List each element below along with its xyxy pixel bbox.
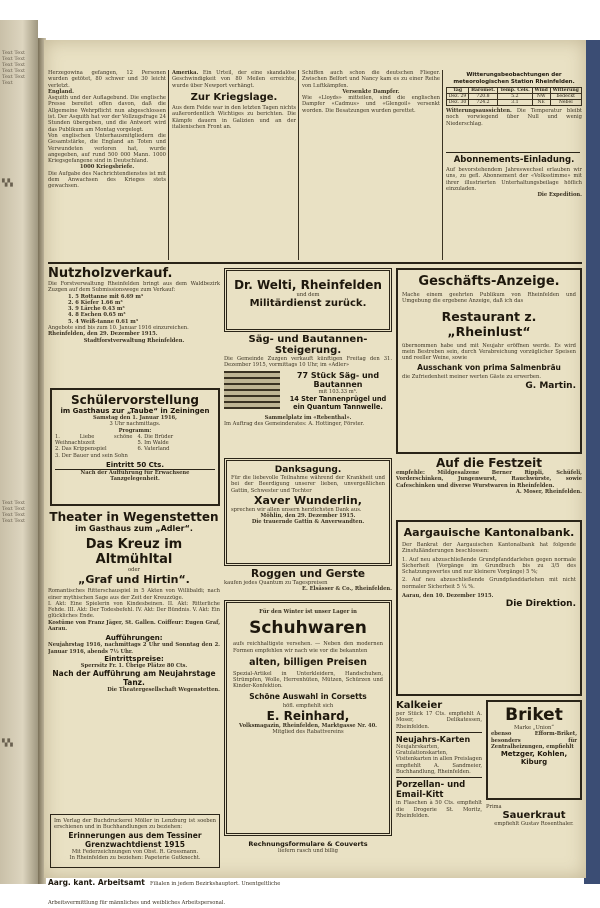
- abonnement-footer: Die Expedition.: [537, 192, 582, 199]
- abonnement-section: [446, 155, 582, 259]
- schuhwaren-ad: [224, 600, 392, 836]
- geschaeft-sign: G. Martin.: [525, 380, 576, 391]
- dank-ad: [224, 458, 392, 566]
- schuhwaren-text: höfl. empfiehlt sich: [282, 702, 334, 709]
- schueler-date: Samstag den 1. Januar 1916,: [93, 415, 177, 421]
- dank-text: Für die liebevolle Teilnahme während der Krankheit und bei der Beerdigung unserer lieben, unvergeßlichen Gattin, Schwester und Tochter: [231, 475, 385, 494]
- theater-price: Sperrsitz Fr. 1. Übrige Plätze 80 Cts.: [80, 662, 188, 669]
- forecast-heading: Witterungsaussichten.: [446, 108, 512, 115]
- saegbau-intro: Die Gemeinde Zuzgen verkauft künftigen Freitag den 31. Dezember 1915, vormittags 10 Uhr, im «Adler»: [224, 356, 392, 369]
- weather-cell: 5.2: [497, 94, 532, 100]
- schueler-program-item: 5. Im Walde: [137, 440, 169, 447]
- aargau-title: Aargauische Kantonalbank.: [403, 526, 575, 539]
- dank-sign: Die trauernde Gattin & Anverwandten.: [251, 519, 365, 526]
- saegbau-meet: Sammelplatz im «Rebenthal».: [264, 414, 352, 421]
- sauerkraut-title: Sauerkraut: [502, 810, 566, 822]
- moller-text2: Mit Federzeichnungen von Obst. R. Grossmann.: [71, 848, 199, 855]
- schueler-program-item: 4. Die Brüder: [137, 433, 174, 440]
- saegbau-sign: Im Auftrag des Gemeinderates: A. Hottinger, Förster.: [224, 420, 365, 427]
- nutzholz-lot: 5. 4 Weiß-tanne 0.61 m³: [68, 318, 139, 325]
- geschaeft-special: Ausschank von prima Salmenbräu: [417, 363, 561, 373]
- aargau-ad: [396, 520, 582, 696]
- kalkeier-text: per Stück 17 Cts. empfiehlt A. Moser, Delikatessen, Rheinfelden.: [396, 711, 482, 730]
- schueler-time: 3 Uhr nachmittags.: [109, 421, 161, 428]
- theater-ad: [48, 510, 220, 810]
- weather-section: [446, 72, 582, 150]
- nutzholz-ad: [48, 266, 220, 384]
- theater-venue: im Gasthaus zum „Adler“.: [75, 524, 193, 533]
- dank-title: Danksagung.: [274, 465, 342, 475]
- news-text: Asquith und der Auflagebund. Die englische Presse bereitet offen davon, daß die Allgemeine Wehrpflicht nun abgeschlossen ist. Der Asquith hat vor der Vollzugsfrage 24 Stunden übergeben, und die Antwort wird das Publikum am Montag vorgelegt.: [48, 95, 166, 133]
- festzeit-ad: [396, 456, 582, 518]
- porzellan-text: in Flaschen à 50 Cts. empfiehlt die Drogerie St. Moritz, Rheinfelden.: [396, 800, 482, 819]
- theater-footer: Nach der Aufführung am Neujahrstage Tanz.: [52, 669, 216, 688]
- saegbau-title: Säg- und Bautannen-Steigerung.: [248, 334, 368, 356]
- roggen-ad: [224, 568, 392, 598]
- logs-illustration: [224, 371, 280, 409]
- left-page-fragment: Text Text Text Text Text Text Text Text Text Text Text ▚▚ Text Text Text Text Text Text Text Text ▚▚: [0, 20, 38, 884]
- schuhwaren-corsetts: Schöne Auswahl in Corsetts: [249, 691, 367, 701]
- weather-cell: Dez. 30: [447, 100, 469, 106]
- aargau-date: Aarau, den 10. Dezember 1915.: [402, 593, 494, 600]
- schuhwaren-text: Spezial-Artikel in Unterkleidern, Handschuhen, Strümpfen, Wolle, Herrenhüten, Mützen, Schürzen und Kinder-Konfektion.: [233, 670, 383, 690]
- aargau-text: Der Bankrat der Aargauischen Kantonalbank hat folgende Zinsfußänderungen beschlossen:: [402, 542, 576, 555]
- bottom-ad-title: Rechnungsformulare & Couverts: [248, 840, 368, 848]
- book-cover-edge: [584, 40, 600, 884]
- schuhwaren-text: aufs reichhaltigste versehen. — Neben den modernen Formen empfehlen wir nach wie vor die bekannten: [233, 641, 383, 654]
- arbeitsamt-title: Aarg. kant. Arbeitsamt: [48, 878, 145, 887]
- news-heading: England.: [48, 88, 74, 95]
- arbeitsamt-text: Filialen in jedem Bezirkshauptort. Unentgeltliche Arbeitsvermittlung für männliches und weibliches Arbeitspersonal.: [48, 881, 281, 906]
- welti-ad: [224, 268, 392, 332]
- geschaeft-text: die Zufriedenheit meiner werten Gäste zu erwerben.: [402, 374, 541, 381]
- weather-cell: 720.8: [469, 94, 498, 100]
- schueler-program-item: 1. Liebe schöne Weihnachtszeit: [55, 433, 133, 447]
- geschaeft-ad: [396, 268, 582, 454]
- theater-acts: I. Akt: Eine Spielerin von Kindesbeinen. II. Akt: Ritterliche Fehde. III. Akt: Der Todesbefehl. IV. Akt: Der Bündnis. V. Akt: Ein glückliches Ende.: [48, 600, 220, 620]
- nutzholz-lot: 4. 8 Eschen 0.65 m³: [68, 312, 126, 319]
- schueler-program-title: Programm:: [118, 427, 152, 434]
- schueler-program-item: 2. Das Krippenspiel: [55, 446, 107, 453]
- weather-table: [446, 87, 582, 106]
- news-column-1: [48, 70, 166, 260]
- weather-cell: 3.1: [497, 100, 532, 106]
- schuhwaren-intro: Für den Winter ist unser Lager in: [259, 609, 357, 615]
- weather-header: Tag: [447, 88, 469, 94]
- dank-text: sprechen wir allen unsern herzlichsten Dank aus.: [231, 506, 362, 513]
- newspaper-page: [44, 40, 586, 906]
- news-text: Wie «Lloyds» mitteilen, sind die englischen Dampfer «Cadmus» und «Glengoil» versenkt worden. Die Besatzungen wurden gerettet.: [302, 95, 440, 114]
- weather-cell: Nebel: [550, 100, 581, 106]
- schueler-program-item: 3. Der Bauer und sein Sohn: [55, 452, 128, 459]
- nutzholz-signature: Stadtforstverwaltung Rheinfelden.: [83, 337, 185, 344]
- roggen-sign: E. Elsässer & Co., Rheinfelden.: [302, 586, 392, 593]
- news-heading: Versenkte Dampfer.: [342, 88, 400, 95]
- dank-place: Möhlin, den 29. Dezember 1915.: [260, 513, 356, 520]
- schueler-entry: Eintritt 50 Cts.: [106, 461, 164, 470]
- geschaeft-text: Mache einem geehrten Publikum von Rheinfelden und Umgebung die ergebene Anzeige, daß ich das: [402, 292, 576, 305]
- festzeit-sign: A. Moser, Rheinfelden.: [515, 488, 582, 495]
- weather-header: Temp. Cels.: [497, 88, 532, 94]
- theater-price-title: Eintrittspreise:: [104, 654, 164, 663]
- news-column-3: [302, 70, 440, 260]
- saegbau-item-volume: mit 103.33 m³.: [318, 388, 358, 395]
- welti-sub: und dem: [296, 292, 320, 298]
- theater-oder: oder: [128, 567, 140, 573]
- restaurant-name: Restaurant z. „Rheinlust“: [441, 308, 537, 339]
- theater-subtitle: „Graf und Hirtin“.: [78, 573, 190, 587]
- theater-desc: Romantisches Ritterschauspiel in 5 Akten von Willibaldi; nach einer mythischen Sage aus der Zeit der Kreuzzüge.: [48, 588, 220, 601]
- kriegslage-title: Zur Kriegslage.: [190, 91, 278, 103]
- schueler-program-item: 6. Vaterland: [137, 446, 170, 453]
- abonnement-title: Abonnements-Einladung.: [453, 155, 575, 165]
- forecast-text: Die Temperatur bleibt noch vorwiegend über Null und wenig Niederschlag.: [446, 108, 582, 127]
- saegbau-ad: [224, 334, 392, 454]
- nutzholz-lot: 2. 6 Kiefer 1.66 m³: [68, 299, 123, 306]
- briket-text: ebenso Efform-Briket, besonders für Zentralheizungen, empfiehlt: [491, 731, 577, 750]
- sauerkraut-ad: [486, 804, 582, 862]
- weather-cell: Dez. 29: [447, 94, 469, 100]
- news-text: Herzegowina gefangen, 12 Personen wurden getötet, 80 schwer und 30 leicht verletzt.: [48, 70, 166, 89]
- nutzholz-text: Angebote sind bis zum 10. Januar 1916 einzureichen.: [48, 325, 189, 332]
- schueler-ad: [50, 388, 220, 506]
- roggen-text: kaufen jedes Quantum zu Tagespreisen: [224, 580, 328, 586]
- schueler-title: Schülervorstellung: [71, 393, 199, 407]
- nutzholz-intro: Die Forstverwaltung Rheinfelden bringt aus dem Waldbezirk Zuzgen auf dem Submissionswege zum Verkauf:: [48, 281, 220, 294]
- news-text: Ein Urteil, der eine skandalöse Geschwindigkeit von 80 Meilen erreichte, wurde über Newport verhängt.: [172, 70, 296, 89]
- sauerkraut-text: empfiehlt Gustav Rosenthaler.: [494, 821, 574, 828]
- theater-perf-title: Aufführungen:: [105, 634, 163, 643]
- abonnement-text: Auf bevorstehendem Jahreswechsel erlauben wir uns, zu gefl. Abonnement der «Volksstimme» mit ihrer illustrierten Unterhaltungsbeilage höflich einzuladen.: [446, 167, 582, 192]
- moller-title: Erinnerungen aus dem Tessiner Grenzwachtdienst 1915: [68, 830, 202, 849]
- welti-name: Dr. Welti, Rheinfelden: [234, 278, 382, 292]
- moller-text3: In Rheinfelden zu beziehen: Papeterie Gutknecht.: [69, 854, 201, 861]
- weather-title: Witterungsbeobachtungen der meteorologischen Station Rheinfelden.: [453, 72, 575, 85]
- schuhwaren-title2: alten, billigen Preisen: [249, 656, 367, 668]
- schueler-venue: im Gasthaus zur „Taube“ in Zeiningen: [60, 407, 210, 415]
- roggen-title: Roggen und Gerste: [250, 568, 365, 580]
- news-heading: Amerika.: [172, 70, 199, 76]
- theater-title: Theater in Wegenstetten: [49, 510, 219, 524]
- schuhwaren-place: Volksmagazin, Rheinfelden, Marktgasse Nr. 40.: [239, 723, 377, 730]
- weather-header: Wind: [532, 88, 550, 94]
- bottom-ad-text: liefern rasch und billig: [278, 848, 338, 854]
- briket-title: Briket: [505, 705, 563, 725]
- aargau-sign: Die Direktion.: [505, 599, 576, 610]
- weather-cell: NE: [532, 100, 550, 106]
- schuhwaren-sign: E. Reinhard,: [266, 709, 350, 724]
- weather-cell: bedeckt: [550, 94, 581, 100]
- theater-play: Das Kreuz im Altmühltal: [85, 537, 183, 567]
- schuhwaren-rabatt: Mitglied des Rabattvereins: [272, 729, 344, 736]
- news-text: Schiffen auch schon die deutschen Flieger. Zwischen Belfort und Nancy kam es zu einer Reihe von Luftkämpfen.: [302, 70, 440, 89]
- nutzholz-date: Rheinfelden, den 29. Dezember 1915.: [48, 331, 158, 338]
- nutzholz-lot: 3. 9 Lärche 0.43 m³: [68, 306, 125, 313]
- theater-footer2: Die Theatergesellschaft Wegenstetten.: [107, 687, 220, 694]
- festzeit-title: Auf die Festzeit: [436, 456, 542, 470]
- sauerkraut-pre: Prima: [486, 804, 502, 810]
- nutzholz-lot: 1. 5 Rottanne mit 6.69 m³: [68, 293, 144, 300]
- news-column-2: [172, 70, 296, 260]
- kalkeier-title: Kalkeier: [396, 700, 443, 711]
- dank-name: Xaver Wunderlin,: [254, 493, 362, 507]
- briket-label: Marke „Union“: [514, 725, 554, 731]
- schuhwaren-title: Schuhwaren: [249, 618, 367, 639]
- neujahrskarten-title: Neujahrs-Karten: [396, 734, 471, 744]
- bottom-ad: [224, 840, 392, 862]
- weather-cell: 724.2: [469, 100, 498, 106]
- saegbau-item: 14 Ster Tannenprügel und ein Quantum Tannwelle.: [289, 394, 387, 411]
- small-ads-column: [396, 700, 482, 860]
- weather-cell: NW: [532, 94, 550, 100]
- theater-perf: Neujahrstag 1916, nachmittags 2 Uhr und Sonntag den 2. Januar 1916, abends 7½ Uhr.: [48, 642, 220, 655]
- neujahrskarten-text: Neujahrskarten, Gratulationskarten, Visitenkarten in allen Preislagen empfiehlt A. Sandmeier, Buchhandlung, Rheinfelden.: [396, 743, 482, 776]
- news-heading: 1000 Kriegsbriefe.: [79, 164, 135, 171]
- welti-note: Militärdienst zurück.: [249, 298, 367, 310]
- news-text: Aus dem Felde war in den letzten Tagen nichts außerordentlich Wichtiges zu berichten. Die Kämpfe dauern in Galizien und an der italienischen Front an.: [172, 105, 296, 131]
- porzellan-title: Porzellan- und Email-Kitt: [396, 780, 466, 801]
- geschaeft-text: übernommen habe und mit Neujahr eröffnen werde. Es wird mein Bestreben sein, durch Verabreichung vorzüglicher Speisen und reeller Weine, sowie: [402, 342, 576, 362]
- schueler-footer: Nach der Aufführung für Erwachsene Tanzgelegenheit.: [55, 469, 215, 483]
- saegbau-item: 77 Stück Säg- und Bautannen: [296, 370, 380, 389]
- weather-header: Baromet.: [469, 88, 498, 94]
- news-text: Von englischen Unterhausmitgliedern die Gesamtstärke, die England an Toten und Verwundeten verloren hat, wurde angegeben, auf rund 500 000 Mann. 1000 Kriegsgefangene sind in Deutschland.: [48, 132, 166, 165]
- nutzholz-title: Nutzholzverkauf.: [48, 266, 173, 281]
- weather-header: Witterung: [550, 88, 581, 94]
- news-text: Die Aufgabe des Nachrichtendienstes ist mit dem Anwachsen des Krieges stets gewachsen.: [48, 170, 166, 190]
- briket-ad: [486, 700, 582, 800]
- moller-text: Im Verlag der Buchdruckerei Möller in Lenzburg ist soeben erschienen und in Buchhandlungen zu beziehen:: [54, 818, 216, 831]
- festzeit-text: empfehle: Mildgesalzene Berner Rippli, Schüfeli, Vorderschinken, Jungenwurst, Rauchwürste, sowie Cafeschinken und diverse Wurstwaren in Rheinfelden.: [396, 470, 582, 489]
- arbeitsamt-ad: [48, 870, 308, 906]
- aargau-paragraph: 2. Auf neu abzuschließende Grundpfanddarlehen mit nicht normaler Sicherheit 5 ¼ %.: [402, 577, 576, 590]
- aargau-paragraph: 1. Auf neu abzuschließende Grundpfanddarlehen gegen normale Sicherheit (Vorgänge im Grundbuch bis zu 3/5 des Schatzungswertes und nur kleinere Vorgänge) 5 %;: [402, 556, 576, 576]
- briket-sign: Metzger, Kohlen, Kiburg: [500, 750, 568, 767]
- theater-costumes: Kostüme von Franz Jäger, St. Gallen. Coiffeur: Eugen Graf, Aarau.: [48, 619, 220, 633]
- geschaeft-title: Geschäfts-Anzeige.: [418, 274, 560, 289]
- moller-ad: [50, 814, 220, 868]
